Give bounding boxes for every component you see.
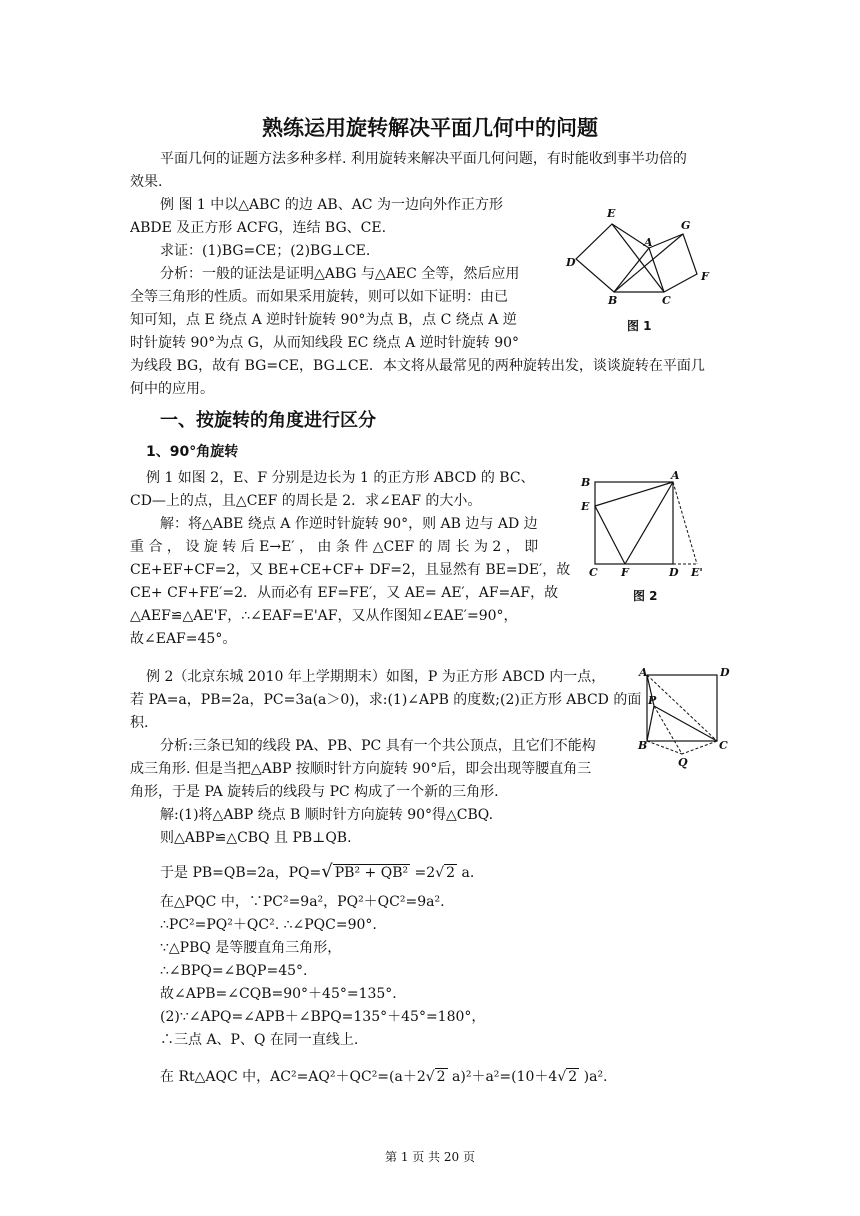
solution-line-9: 在 Rt△AQC 中，AC²=AQ²＋QC²=(a＋2√ 2 a)²＋a²=(10＋4√ 2 )a². bbox=[160, 1069, 608, 1085]
solution-line-7: (2)∵∠APQ=∠APB＋∠BPQ=135°＋45°=180°， bbox=[160, 1009, 486, 1025]
example2-line-3: 解：将△ABE 绕点 A 作逆时针旋转 90°，则 AB 边与 AD 边 bbox=[160, 516, 538, 532]
fig1-label-b: B bbox=[608, 294, 618, 307]
example2-line-7: △AEF≌△AE'F，∴∠EAF=E'AF，又从作图知∠EAE′=90°， bbox=[130, 608, 518, 624]
example3-line-3: 积. bbox=[130, 715, 149, 731]
example3-line-1: 例 2（北京东城 2010 年上学期期末）如图，P 为正方形 ABCD 内一点， bbox=[146, 669, 606, 685]
fig2-label-e: E bbox=[581, 500, 590, 513]
fig1-label-c: C bbox=[662, 294, 671, 307]
solution-line-8: ∴三点 A、P、Q 在同一直线上. bbox=[160, 1032, 359, 1048]
figure-2-caption: 图 2 bbox=[633, 589, 658, 603]
figure-1-diagram bbox=[560, 202, 720, 312]
example1-line-3: 求证：(1)BG=CE；(2)BG⊥CE. bbox=[160, 243, 371, 259]
fig2-label-b: B bbox=[581, 476, 591, 489]
example3-line-5: 成三角形. 但是当把△ABP 按顺时针方向旋转 90°后，即会出现等腰直角三 bbox=[130, 761, 592, 777]
fig2-label-a: A bbox=[671, 470, 680, 482]
fig1-label-d: D bbox=[566, 256, 576, 269]
intro-line-1: 平面几何的证题方法多种多样. 利用旋转来解决平面几何问题，有时能收到事半功倍的 bbox=[160, 151, 687, 167]
example2-line-2: CD—上的点，且△CEF 的周长是 2．求∠EAF 的大小。 bbox=[130, 493, 482, 509]
fig2-label-d: D bbox=[669, 566, 679, 579]
page-footer: 第 1 页 共 20 页 bbox=[385, 1150, 475, 1164]
figure-3-diagram bbox=[634, 664, 730, 770]
example2-line-1: 例 1 如图 2，E、F 分别是边长为 1 的正方形 ABCD 的 BC、 bbox=[146, 470, 535, 486]
example1-line-5: 全等三角形的性质。而如果采用旋转，则可以如下证明：由已 bbox=[130, 289, 508, 305]
sqrt-radicand-4: 2 bbox=[568, 1069, 578, 1085]
sqrt-radicand-2: 2 bbox=[446, 865, 456, 881]
fig3-label-b: B bbox=[638, 739, 648, 752]
example3-line-6: 角形，于是 PA 旋转后的线段与 PC 构成了一个新的三角形. bbox=[130, 784, 499, 800]
solution-line-4: ∵△PBQ 是等腰直角三角形， bbox=[160, 940, 342, 956]
document-title: 熟练运用旋转解决平面几何中的问题 bbox=[262, 116, 598, 140]
example1-line-9: 何中的应用。 bbox=[130, 381, 214, 397]
section-heading: 一、按旋转的角度进行区分 bbox=[160, 410, 376, 431]
example2-line-6: CE+ CF+FE′=2．从而必有 EF=FE′，又 AE= AE′，AF=AF，故 bbox=[130, 585, 559, 601]
solution-line-1-text: 于是 PB=QB=2a，PQ= bbox=[160, 865, 322, 881]
fig3-label-a: A bbox=[639, 666, 648, 679]
figure-2-diagram bbox=[575, 470, 715, 580]
solution-line-1-mid: =2 bbox=[410, 865, 436, 881]
subsection-heading: 1、90°角旋转 bbox=[146, 444, 239, 460]
solution-line-9-mid: a)²＋a²=(10＋4 bbox=[447, 1069, 558, 1085]
example3-line-4: 分析:三条已知的线段 PA、PB、PC 具有一个共公顶点，且它们不能构 bbox=[160, 738, 596, 754]
solution-line-9-text: 在 Rt△AQC 中，AC²=AQ²＋QC²=(a＋2 bbox=[160, 1069, 426, 1085]
fig1-label-g: G bbox=[681, 219, 691, 232]
fig1-label-f: F bbox=[701, 270, 709, 283]
example3-line-8: 则△ABP≌△CBQ 且 PB⊥QB. bbox=[160, 830, 352, 846]
fig1-label-e: E bbox=[607, 207, 616, 220]
example1-line-4: 分析：一般的证法是证明△ABG 与△AEC 全等，然后应用 bbox=[160, 266, 520, 282]
sqrt-radicand-1: PB² + QB² bbox=[334, 865, 409, 881]
solution-line-6: 故∠APB=∠CQB=90°＋45°=135°. bbox=[160, 986, 397, 1002]
example2-line-8: 故∠EAF=45°。 bbox=[130, 631, 237, 647]
example3-line-7: 解:(1)将△ABP 绕点 B 顺时针方向旋转 90°得△CBQ. bbox=[160, 807, 494, 823]
fig2-label-c: C bbox=[589, 566, 598, 579]
fig3-label-c: C bbox=[719, 739, 728, 752]
fig3-label-p: P bbox=[648, 694, 657, 707]
fig1-label-a: A bbox=[644, 236, 653, 249]
solution-line-1: 于是 PB=QB=2a，PQ=√ PB² + QB² =2√ 2 a. bbox=[160, 861, 475, 882]
example2-line-4: 重 合 ， 设 旋 转 后 E→E′ ， 由 条 件 △CEF 的 周 长 为 2 ， 即 bbox=[130, 539, 539, 555]
solution-line-3: ∴PC²=PQ²＋QC². ∴∠PQC=90°. bbox=[160, 917, 377, 933]
fig2-label-f: F bbox=[621, 566, 629, 579]
intro-line-2: 效果. bbox=[130, 174, 163, 190]
solution-line-9-end: )a². bbox=[579, 1069, 608, 1085]
solution-line-5: ∴∠BPQ=∠BQP=45°. bbox=[160, 963, 308, 979]
fig3-label-q: Q bbox=[678, 756, 688, 769]
fig2-label-e-prime: E' bbox=[691, 566, 703, 579]
sqrt-radicand-3: 2 bbox=[436, 1069, 446, 1085]
example1-line-1: 例 图 1 中以△ABC 的边 AB、AC 为一边向外作正方形 bbox=[160, 197, 503, 213]
example2-line-5: CE+EF+CF=2，又 BE+CE+CF+ DF=2，且显然有 BE=DE′，故 bbox=[130, 562, 571, 578]
example1-line-6: 知可知，点 E 绕点 A 逆时针旋转 90°为点 B，点 C 绕点 A 逆 bbox=[130, 312, 517, 328]
example1-line-8: 为线段 BG，故有 BG=CE，BG⊥CE．本文将从最常见的两种旋转出发，谈谈旋转在平面几 bbox=[130, 358, 705, 374]
solution-line-2: 在△PQC 中，∵PC²=9a²，PQ²＋QC²=9a². bbox=[160, 894, 445, 910]
example3-line-2: 若 PA=a，PB=2a，PC=3a(a＞0)，求:(1)∠APB 的度数;(2)正方形 ABCD 的面 bbox=[130, 692, 642, 708]
example1-line-2: ABDE 及正方形 ACFG，连结 BG、CE. bbox=[130, 220, 387, 236]
solution-line-1-end: a. bbox=[457, 865, 475, 881]
figure-1-caption: 图 1 bbox=[627, 319, 652, 333]
example1-line-7: 时针旋转 90°为点 G，从而知线段 EC 绕点 A 逆时针旋转 90° bbox=[130, 335, 520, 351]
fig3-label-d: D bbox=[720, 666, 730, 679]
